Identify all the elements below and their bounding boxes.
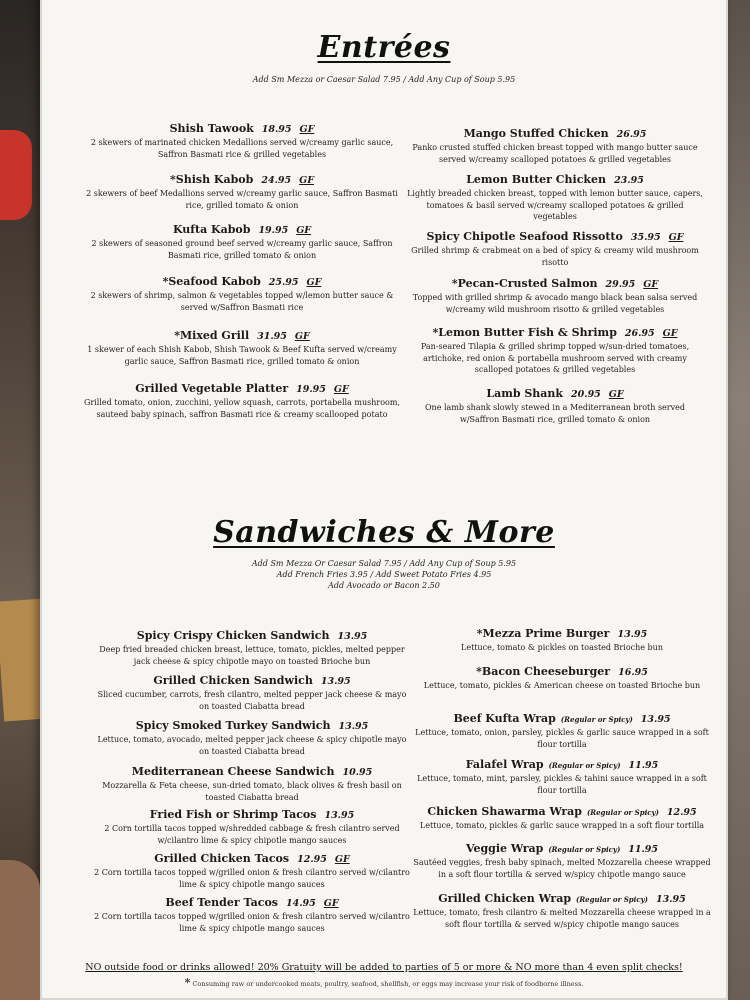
menu-item: Fried Fish or Shrimp Tacos 13.95 2 Corn tortilla tacos topped w/shredded cabbage & fresh cilantro served w/cilantro lime & spicy chipotle mango sauces — [104, 808, 400, 845]
menu-item: Spicy Crispy Chicken Sandwich 13.95 Deep fried breaded chicken breast, lettuce, tomato, pickles, melted pepper jack cheese & spicy chipotle mayo on toasted Brioche bun — [99, 629, 405, 666]
menu-item: Grilled Vegetable Platter 19.95 GF Grilled tomato, onion, zucchini, yellow squash, carrots, portabella mushroom, sauteed baby spinach, saffron Basmati rice & creamy scallooped potato — [83, 382, 400, 419]
menu-item: Spicy Smoked Turkey Sandwich 13.95 Lettuce, tomato, avocado, melted pepper jack cheese & spicy chipotle mayo on toasted Ciabatta bread — [97, 719, 407, 756]
menu-item: Mango Stuffed Chicken 26.95 Panko crusted stuffed chicken breast topped with mango butter sauce served w/creamy scalloped potatoes & grilled vegetables — [412, 127, 698, 164]
health-warning: * Consuming raw or undercooked meats, poultry, seafood, shellfish, or eggs may increase your risk of foodborne illness. — [184, 976, 584, 989]
menu-item: *Bacon Cheeseburger 16.95 Lettuce, tomato, pickles & American cheese on toasted Brioche bun — [423, 665, 701, 690]
menu-page — [40, 0, 728, 1000]
entrees-subtitle: Add Sm Mezza or Caesar Salad 7.95 / Add Any Cup of Soup 5.95 — [252, 75, 516, 84]
menu-item: Mediterranean Cheese Sandwich 10.95 Mozzarella & Feta cheese, sun-dried tomato, black olives & fresh basil on toasted Ciabatta bread — [102, 765, 402, 802]
menu-item: Falafel Wrap (Regular or Spicy) 11.95 Lettuce, tomato, mint, parsley, pickles & tahini sauce wrapped in a soft flour tortilla — [417, 758, 707, 795]
footer — [40, 962, 728, 989]
sandwiches-subtitle: Add Sm Mezza Or Caesar Salad 7.95 / Add Any Cup of Soup 5.95 Add French Fries 3.95 / Add Sweet Potato Fries 4.95 Add Avocado or Bacon 2.50 — [251, 559, 517, 590]
menu-item: Beef Kufta Wrap (Regular or Spicy) 13.95 Lettuce, tomato, onion, parsley, pickles & garlic sauce wrapped in a soft flour tortilla — [415, 712, 709, 749]
menu-item: *Lemon Butter Fish & Shrimp 26.95 GF Pan-seared Tilapia & grilled shrimp topped w/sun-dried tomatoes, artichoke, red onion & portabella mushroom served with creamy scalloped potatoes & grilled vegetables — [420, 326, 690, 374]
menu-item: *Seafood Kabob 25.95 GF 2 skewers of shrimp, salmon & vegetables topped w/lemon butter sauce & served w/Saffron Basmati rice — [90, 275, 394, 312]
menu-item: Shish Tawook 18.95 GF 2 skewers of marinated chicken Medallions served w/creamy garlic sauce, Saffron Basmati rice & grilled vegetables — [90, 122, 394, 159]
sandwiches-title: Sandwiches & More — [213, 515, 555, 550]
policy-notice: NO outside food or drinks allowed! 20% Gratuity will be added to parties of 5 or more & NO more than 4 even split checks! — [85, 962, 683, 973]
menu-item: Lemon Butter Chicken 23.95 Lightly breaded chicken breast, topped with lemon butter sauce, capers, tomatoes & basil served w/creamy scalloped potatoes & grilled vegetables — [407, 173, 703, 221]
menu-item: Chicken Shawarma Wrap (Regular or Spicy) 12.95 Lettuce, tomato, pickles & garlic sauce wrapped in a soft flour tortilla — [419, 805, 705, 830]
background-person — [0, 130, 32, 220]
menu-item: Spicy Chipotle Seafood Rissotto 35.95 GF Grilled shrimp & crabmeat on a bed of spicy & creamy wild mushroom risotto — [411, 230, 699, 267]
menu-item: Kufta Kabob 19.95 GF 2 skewers of seasoned ground beef served w/creamy garlic sauce, Saffron Basmati rice, grilled tomato & onion — [91, 223, 393, 260]
menu-item: *Mezza Prime Burger 13.95 Lettuce, tomato & pickles on toasted Brioche bun — [461, 627, 663, 652]
menu-item: Grilled Chicken Tacos 12.95 GF 2 Corn tortilla tacos topped w/grilled onion & fresh cilantro served w/cilantro lime & spicy chipotle mango sauces — [94, 852, 410, 889]
menu-item: Veggie Wrap (Regular or Spicy) 11.95 Sautéed veggies, fresh baby spinach, melted Mozzarella cheese wrapped in a soft flour tortilla & served w/spicy chipotle mango sauce — [413, 842, 711, 879]
menu-item: *Mixed Grill 31.95 GF 1 skewer of each Shish Kabob, Shish Tawook & Beef Kufta served w/creamy garlic sauce, Saffron Basmati rice, grilled tomato & onion — [87, 329, 397, 366]
menu-item: Grilled Chicken Wrap (Regular or Spicy) 13.95 Lettuce, tomato, fresh cilantro & melted Mozzarella cheese wrapped in a soft flour tortilla & served w/spicy chipotle mango sauces — [413, 892, 711, 929]
menu-item: Grilled Chicken Sandwich 13.95 Sliced cucumber, carrots, fresh cilantro, melted pepper jack cheese & mayo on toasted Ciabatta bread — [97, 674, 407, 711]
menu-item: *Shish Kabob 24.95 GF 2 skewers of beef Medallions served w/creamy garlic sauce, Saffron Basmati rice, grilled tomato & onion — [86, 173, 398, 210]
menu-item: Beef Tender Tacos 14.95 GF 2 Corn tortilla tacos topped w/grilled onion & fresh cilantro served w/cilantro lime & spicy chipotle mango sauces — [94, 896, 410, 933]
menu-item: Lamb Shank 20.95 GF One lamb shank slowly stewed in a Mediterranean broth served w/Saffron Basmati rice, grilled tomato & onion — [425, 387, 685, 424]
menu-item: *Pecan-Crusted Salmon 29.95 GF Topped with grilled shrimp & avocado mango black bean salsa served w/creamy wild mushroom risotto & grilled vegetables — [412, 277, 698, 314]
entrees-title: Entrées — [317, 30, 451, 65]
background-hand — [0, 860, 40, 1000]
